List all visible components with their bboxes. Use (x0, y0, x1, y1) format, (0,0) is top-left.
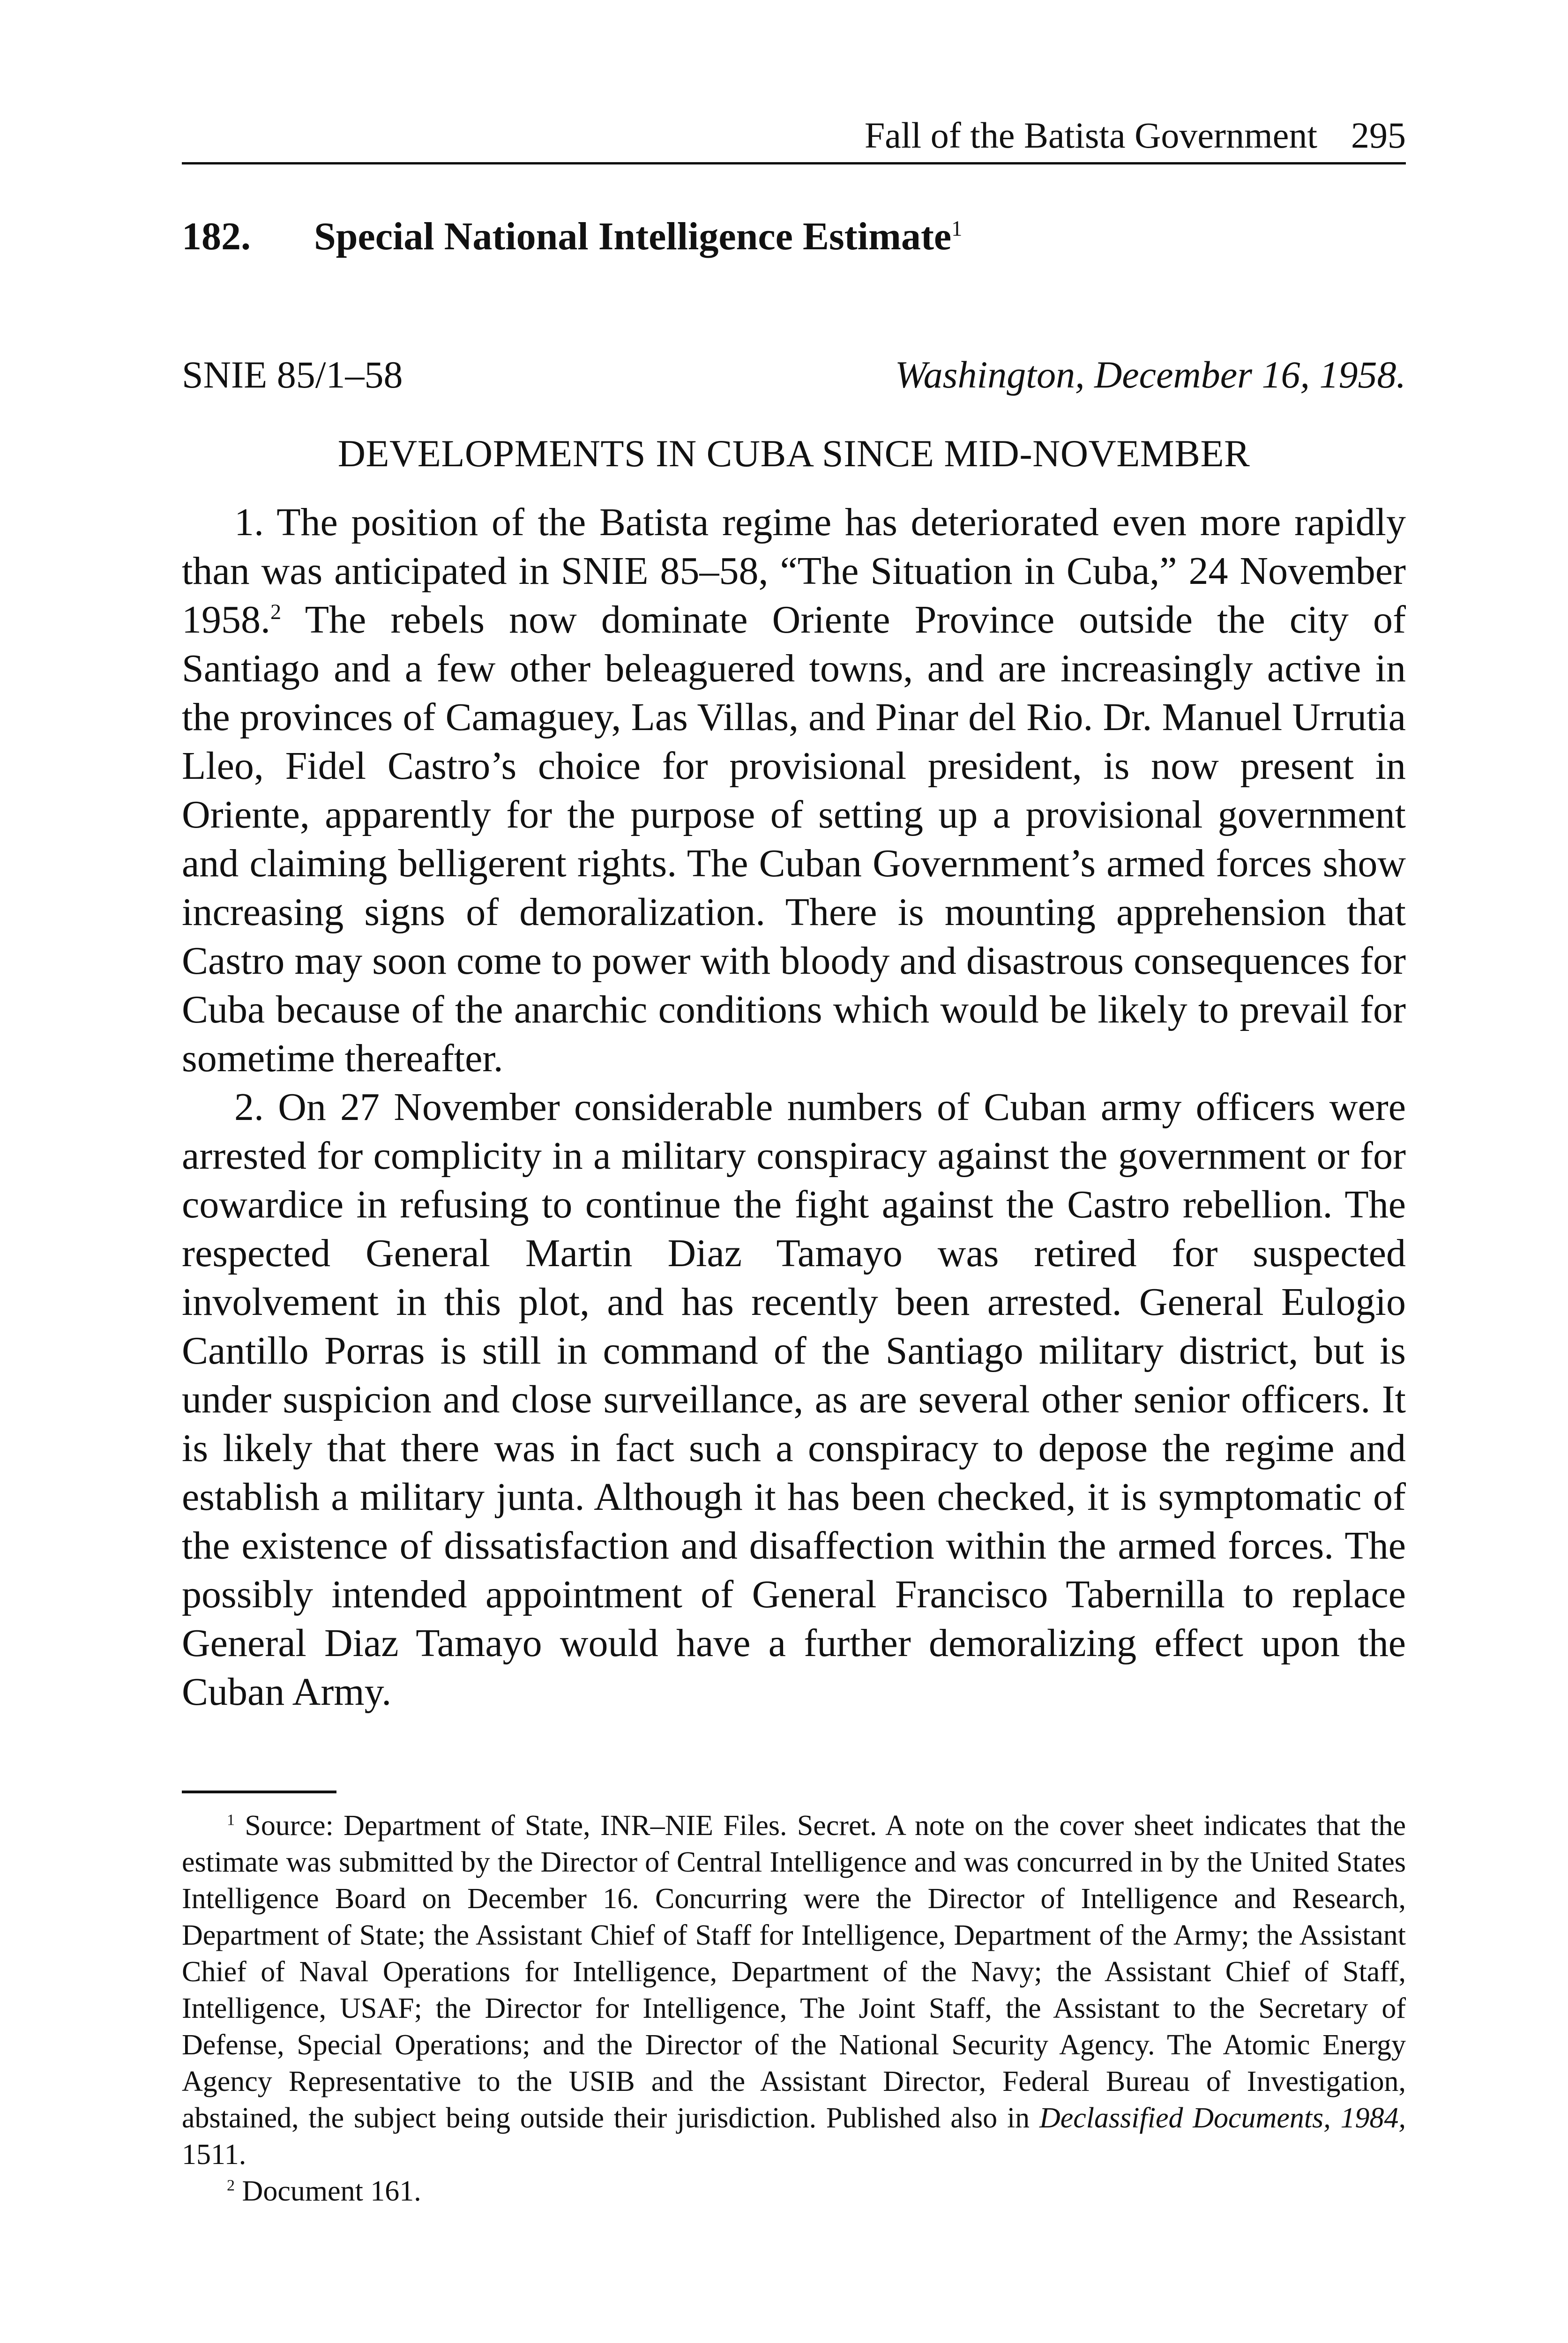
paragraph-1 (182, 498, 1406, 1083)
section-title: DEVELOPMENTS IN CUBA SINCE MID-NOVEMBER (337, 432, 1250, 475)
footnote-2 (182, 2173, 1406, 2209)
footnote-1 (182, 1807, 1406, 2173)
running-head (182, 117, 1406, 164)
dateline: Washington, December 16, 1958. (895, 353, 1406, 396)
footnote-2-mark: 2 (227, 2177, 235, 2194)
running-head-title: Fall of the Batista Government (864, 115, 1317, 156)
page-number: 295 (1351, 115, 1406, 156)
title-footnote-ref: 1 (951, 216, 963, 240)
document-identifier: SNIE 85/1–58 (182, 353, 403, 396)
footnote-2-text: Document 161. (235, 2175, 421, 2208)
paragraph-1-part-2: The rebels now dominate Oriente Province outside the city of Santiago and a few other beleaguered towns, and are increasingly active in the provinces of Camaguey, Las Villas, and Pinar del Rio. Dr. Manuel Urrutia Lleo, Fidel Castro’s choice for provisional president, is now present in Oriente, apparently for the purpose of setting up a provisional government and claiming belligerent rights. The Cuban Government’s armed forces show increasing signs of demoralization. There is mounting apprehension that Castro may soon come to power with bloody and disastrous consequences for Cuba because of the anarchic conditions which would be likely to prevail for sometime thereafter. (182, 598, 1406, 1081)
paragraph-1-part-1: 1. The position of the Batista regime has deteriorated even more rapidly than was anticipated in SNIE 85–58, “The Situation in Cuba,” 24 November 1958. (182, 500, 1406, 642)
footnote-1-end: 1511. (182, 2139, 246, 2171)
footnote-1-italic: Declassified Documents, 1984, (1039, 2102, 1406, 2134)
footnote-1-text: Source: Department of State, INR–NIE Files. Secret. A note on the cover sheet indicates that the estimate was submitted by the Director of Central Intelligence and was concurred in by the United States Intelligence Board on December 16. Concurring were the Director of Intelligence and Research, Department of State; the Assistant Chief of Staff for Intelligence, Department of the Army; the Assistant Chief of Naval Operations for Intelligence, Department of the Navy; the Assistant Chief of Staff, Intelligence, USAF; the Director for Intelligence, The Joint Staff, the Assistant to the Secretary of Defense, Special Operations; and the Director of the National Security Agency. The Atomic Energy Agency Representative to the USIB and the Assistant Director, Federal Bureau of Investigation, abstained, the subject being outside their jurisdiction. Published also in (182, 1810, 1406, 2134)
document-page (182, 117, 1406, 2209)
footnotes (182, 1807, 1406, 2209)
document-heading (182, 215, 1406, 258)
paragraph-1-footnote-ref: 2 (270, 600, 282, 624)
document-meta (182, 353, 1406, 396)
paragraph-2: 2. On 27 November considerable numbers of Cuban army officers were arrested for complicity in a military conspiracy against the government or for cowardice in refusing to continue the fight against the Castro rebellion. The respected General Martin Diaz Tamayo was retired for suspected involvement in this plot, and has recently been arrested. General Eulogio Cantillo Porras is still in command of the Santiago military district, but is under suspicion and close surveillance, as are several other senior officers. It is likely that there was in fact such a conspiracy to depose the regime and establish a military junta. Although it has been checked, it is symptomatic of the existence of dissatisfaction and disaffection within the armed forces. The possibly intended appointment of General Francisco Tabernilla to replace General Diaz Tamayo would have a further demoralizing effect upon the Cuban Army. (182, 1085, 1406, 1714)
document-number: 182. (182, 215, 251, 258)
footnote-rule (182, 1791, 336, 1793)
footnote-1-mark: 1 (227, 1811, 235, 1829)
document-title: Special National Intelligence Estimate (314, 215, 952, 258)
document-title-wrap (314, 215, 962, 258)
body-text (182, 498, 1406, 1716)
